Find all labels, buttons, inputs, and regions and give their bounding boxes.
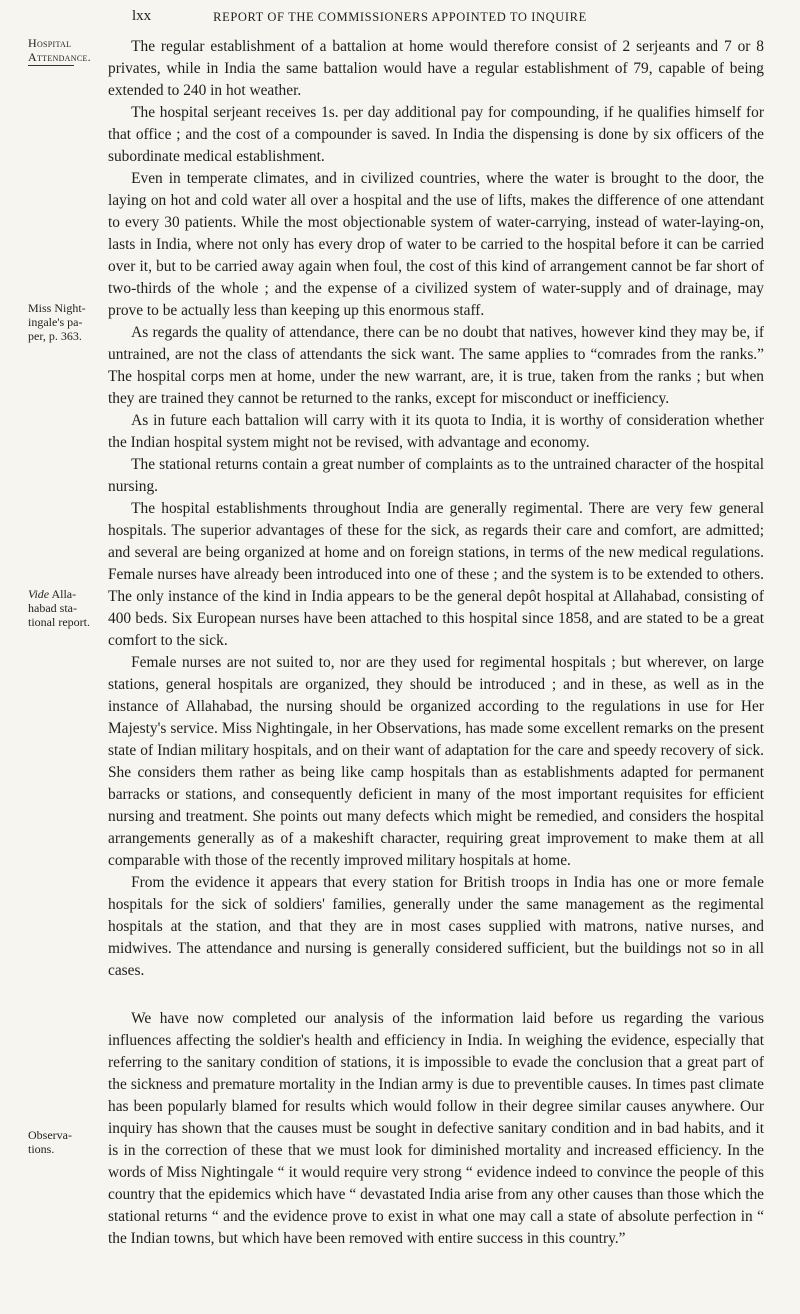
margin-note-nightingale	[28, 301, 100, 343]
running-head: REPORT OF THE COMMISSIONERS APPOINTED TO INQUIRE	[213, 10, 587, 24]
margin-note-line	[28, 587, 100, 601]
margin-note-hospital-attendance	[28, 36, 100, 66]
paragraph-quality-attendance: As regards the quality of attendance, there can be no doubt that natives, however kind they may be, if untrained, are not the class of attendants the sick want. The same applies to “comrades from the ranks.” The hospital corps men at home, under the new warrant, are, it is true, taken from the ranks ; but when they are trained they cannot be returned to the ranks, except for misconduct or inefficiency.	[108, 324, 764, 407]
paragraph-conclusion: We have now completed our analysis of the information laid before us regarding the various influences affecting the soldier's health and efficiency in India. In weighing the evidence, especially that referring to the sanitary condition of stations, it is impossible to evade the conclusion that a great part of the sickness and premature mortality in the Indian army is due to preventible causes. In times past climate has been popularly blamed for results which would follow in their degree similar causes anywhere. Our inquiry has shown that the causes must be sought in defective sanitary condition and in bad habits, and it is in the correction of these that we must look for diminished mortality and increased efficiency. In the words of Miss Nightingale “ it would require very strong “ evidence indeed to convince the people of this country that the epidemics which have “ devastated India arise from any other causes than those which the stational returns “ and the evidence prove to exist in what one may call a state of absolute perfection in “ the Indian towns, but which have been removed with entire success in this country.”	[108, 1010, 764, 1247]
section-gap	[108, 982, 764, 1008]
paragraph-general-hospitals: The hospital establishments throughout India are generally regimental. There are very few general hospitals. The superior advantages of these for the sick, as regards their care and comfort, are admitted; and several are being organized at home and on foreign stations, in terms of the new medical regulations. Female nurses have already been introduced into one of these ; and the system is to be extended to others. The only instance of the kind in India appears to be the general depôt hospital at Allahabad, consisting of 400 beds. Six European nurses have been attached to this hospital since 1858, and are stated to be a great comfort to the sick.	[108, 500, 764, 649]
margin-note-line: per, p. 363.	[28, 329, 82, 343]
paragraph-female-nurses: Female nurses are not suited to, nor are they used for regimental hospitals ; but wherever, on large stations, general hospitals are organized, they should be introduced ; and in these, as well as in the instance of Allahabad, the nursing should be organized according to the regulations in use for Her Majesty's service. Miss Nightingale, in her Observations, has made some excellent remarks on the present state of Indian military hospitals, and on their want of adaptation for the care and speedy recovery of sick. She considers them rather as being like camp hospitals than as establishments adapted for permanent barracks or stations, and consequently deficient in many of the most important requisites for efficient nursing and treatment. She points out many defects which might be remedied, and considers the hospital arrangements generally as of a makeshift character, requiring great improvement to make them at all comparable with those of the recently improved military hospitals at home.	[108, 654, 764, 869]
margin-note-line: ingale's pa-	[28, 315, 83, 329]
page-number: lxx	[132, 8, 152, 24]
paragraph-serjeant-pay: The hospital serjeant receives 1s. per day additional pay for compounding, if he qualifies himself for that office ; and the cost of a compounder is saved. In India the dispensing is done by six officers of the subordinate medical establishment.	[108, 104, 764, 165]
margin-note-line: Hospital	[28, 36, 72, 50]
paragraph-stational-returns: The stational returns contain a great number of complaints as to the untrained character of the hospital nursing.	[108, 456, 764, 495]
page-header	[0, 8, 800, 32]
paragraph-battalion-quota: As in future each battalion will carry with it its quota to India, it is worthy of consideration whether the Indian hospital system might not be revised, with advantage and economy.	[108, 412, 764, 451]
paragraph-female-hospitals: From the evidence it appears that every station for British troops in India has one or more female hospitals for the sick of soldiers' families, generally under the same management as the regimental hospitals at the station, and that they are in most cases supplied with matrons, native nurses, and midwives. The attendance and nursing is generally considered sufficient, but the buildings not so in all cases.	[108, 874, 764, 979]
margin-note-line: Miss Night-	[28, 301, 86, 315]
margin-note-observations	[28, 1128, 100, 1156]
margin-note-underline	[28, 65, 74, 66]
margin-note-vide: Vide	[28, 587, 50, 601]
margin-note-line: habad sta-	[28, 601, 77, 615]
paragraph-establishment: The regular establishment of a battalion at home would therefore consist of 2 serjeants and 7 or 8 privates, while in India the same battalion would have a regular establishment of 79, capable of being extended to 240 in hot weather.	[108, 38, 764, 99]
margin-note-alla: Alla-	[51, 587, 77, 601]
margin-note-line: Observa-	[28, 1128, 72, 1142]
margin-note-vide-allahabad	[28, 587, 100, 629]
body-text	[108, 36, 764, 1250]
margin-note-line: tional report.	[28, 615, 90, 629]
margin-note-line: Attendance.	[28, 50, 91, 64]
paragraph-water-supply: Even in temperate climates, and in civilized countries, where the water is brought to the door, the laying on hot and cold water all over a hospital and the use of lifts, makes the difference of one attendant to every 30 patients. While the most objectionable system of water-carrying, instead of water-laying-on, lasts in India, where not only has every drop of water to be carried to the hospital before it can be carried over it, but to be carried away again when foul, the cost of this kind of arrangement cannot be far short of two-thirds of the whole ; and the expense of a civilized system of water-supply and of drainage, may prove to be actually less than keeping up this enormous staff.	[108, 170, 764, 319]
margin-note-line: tions.	[28, 1142, 55, 1156]
